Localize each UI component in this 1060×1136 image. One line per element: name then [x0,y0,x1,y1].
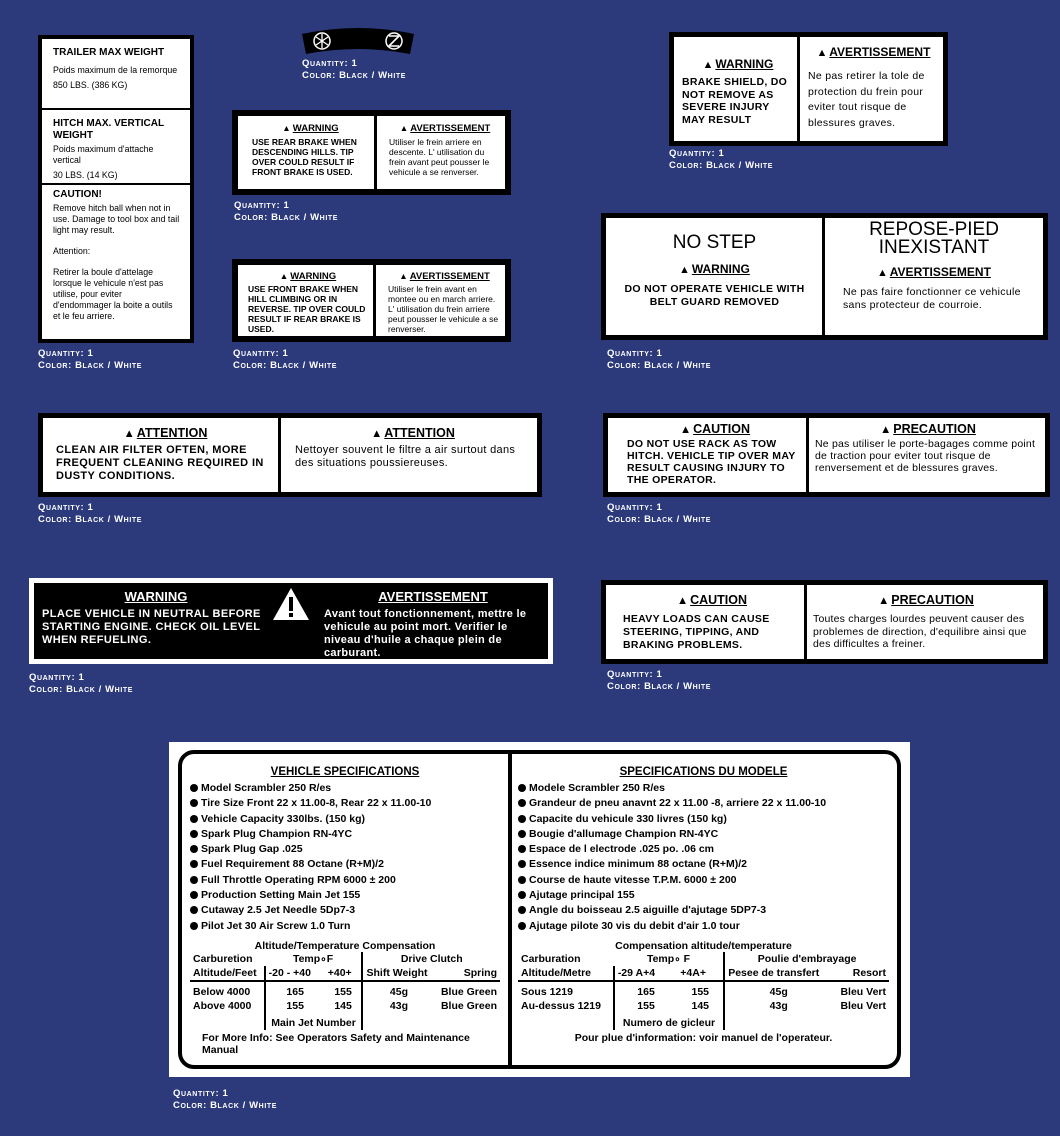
air-filter-text-en: CLEAN AIR FILTER OFTEN, MORE FREQUENT CLEANING REQUIRED IN DUSTY CONDITIONS. [56,444,264,482]
warning-triangle-icon: ▲ [877,267,888,279]
no-step-avertissement-text: Ne pas faire fonctionner ce vehicule sans protecteur de courroie. [843,286,1021,311]
neutral-warning-header: WARNING [124,589,188,604]
spec-item: Tire Size Front 22 x 11.00-8, Rear 22 x 11.00-10 [190,796,500,811]
spec-item: Bougie d'allumage Champion RN-4YC [518,827,889,842]
no-step-avertissement-header: AVERTISSEMENT [889,265,991,279]
neutral-qty: Quantity: 1 Color: Black / White [29,672,134,695]
no-step-warning-text: DO NOT OPERATE VEHICLE WITH BELT GUARD REMOVED [624,283,805,308]
en-compensation-table [190,952,500,1030]
spec-item: Model Scrambler 250 R/es [190,781,500,796]
heavy-loads-qty: Quantity: 1 Color: Black / White [607,669,712,692]
trailer-weight-title: TRAILER MAX WEIGHT [53,47,165,58]
no-step-decal [601,213,1048,340]
spec-item: Ajutage principal 155 [518,888,889,903]
rack-qty: Quantity: 1 Color: Black / White [607,502,712,525]
fr-gicleur-label: Numero de gicleur [622,1016,716,1029]
brake-shield-avertissement-text: Ne pas retirer la tole de protection du frein pour eviter tout risque de blessures graves. [808,70,925,129]
table-row: Above 4000 155 145 43g Blue Green [190,999,500,1013]
trailer-caution-text: Remove hitch ball when not in use. Damage to tool box and tail light may result. [53,203,180,235]
air-filter-attention-header-en: ATTENTION [136,426,208,440]
spec-item: Spark Plug Gap .025 [190,842,500,857]
trailer-weight-decal [38,35,194,343]
logo-decal [300,26,416,58]
en-shift-weight-label: Shift Weight [362,966,434,981]
repose-pied-big-text: REPOSE-PIED INEXISTANT [869,219,999,258]
no-step-big-text: NO STEP [672,232,757,253]
brake-shield-warning-text: BRAKE SHIELD, DO NOT REMOVE AS SEVERE INJURY MAY RESULT [682,76,788,126]
spec-item: Capacite du vehicule 330 livres (150 kg) [518,812,889,827]
spec-item: Fuel Requirement 88 Octane (R+M)/2 [190,857,500,872]
air-filter-decal [38,413,542,497]
warning-triangle-icon: ▲ [880,424,892,436]
neutral-warning-text: PLACE VEHICLE IN NEUTRAL BEFORE STARTING ENGINE. CHECK OIL LEVEL WHEN REFUELING. [42,608,261,646]
neutral-avertissement-header: AVERTISSEMENT [378,589,488,604]
heavy-loads-caution-header: CAUTION [690,593,748,607]
fr-carburation-label: Carburation [521,952,581,965]
fr-pesee-label: Pesee de transfert [724,966,832,981]
fr-more-info: Pour plue d'information: voir manuel de l'operateur. [574,1031,833,1044]
warning-triangle-icon: ▲ [371,428,383,440]
trailer-qty: Quantity: 1 Color: Black / White [38,348,143,371]
spec-item: Full Throttle Operating RPM 6000 ± 200 [190,873,500,888]
warning-triangle-icon: ▲ [282,123,291,133]
neutral-decal [29,578,553,664]
spec-item: Spark Plug Champion RN-4YC [190,827,500,842]
trailer-attention-text: Retirer la boule d'attelage lorsque le vehicule n'est pas utilise, pour eviter d'endommager la boite a outils et le feu arriere. [53,267,173,321]
logo-qty: Quantity: 1 Color: Black / White [302,58,407,81]
fr-poulie-label: Poulie d'embrayage [724,952,889,966]
spec-item: Espace de l electrode .025 po. .06 cm [518,842,889,857]
warning-triangle-icon: ▲ [399,271,408,281]
spec-item: Course de haute vitesse T.P.M. 6000 ± 200 [518,873,889,888]
spec-item: Essence indice minimum 88 octane (R+M)/2 [518,857,889,872]
spec-item: Modele Scrambler 250 R/es [518,781,889,796]
air-filter-attention-header-fr: ATTENTION [384,426,455,440]
specifications-du-modele-title: SPECIFICATIONS DU MODELE [619,766,788,778]
vehicle-specifications-title: VEHICLE SPECIFICATIONS [270,766,420,778]
air-filter-qty: Quantity: 1 Color: Black / White [38,502,143,525]
rack-caution-text: DO NOT USE RACK AS TOW HITCH. VEHICLE TIP OVER MAY RESULT CAUSING INJURY TO THE OPERATOR. [627,438,796,486]
en-carburetion-label: Carburetion [193,952,253,965]
logo-arc-graphic [300,26,416,58]
spec-item: Grandeur de pneu anavnt 22 x 11.00 -8, arriere 22 x 11.00-10 [518,796,889,811]
rear-brake-decal [232,110,511,195]
rack-precaution-header: PRECAUTION [893,422,976,436]
table-row: Sous 1219 165 155 45g Bleu Vert [518,981,889,999]
rear-brake-avertissement-header: AVERTISSEMENT [410,123,491,134]
warning-triangle-icon: ▲ [679,424,692,436]
front-brake-avertissement-header: AVERTISSEMENT [409,271,490,282]
en-spring-label: Spring [463,966,497,979]
spec-item: Pilot Jet 30 Air Screw 1.0 Turn [190,919,500,934]
no-step-warning-header: WARNING [691,262,750,276]
warning-triangle-icon [272,587,310,621]
brake-shield-avertissement-header: AVERTISSEMENT [829,45,931,59]
en-temp-label: Temp∘F [292,952,334,965]
en-spec-list [190,781,500,934]
warning-triangle-icon: ▲ [279,271,289,281]
warning-triangle-icon: ▲ [816,47,828,59]
fr-compensation-table [518,952,889,1030]
rear-brake-qty: Quantity: 1 Color: Black / White [234,200,339,223]
rack-precaution-text: Ne pas utiliser le porte-bagages comme point de traction pour eviter tout risque de renversement et de blessures graves. [815,438,1036,474]
trailer-caution-title: CAUTION! [53,189,102,200]
brake-shield-qty: Quantity: 1 Color: Black / White [669,148,774,171]
fr-resort-label: Resort [852,966,886,979]
en-main-jet-label: Main Jet Number [271,1016,356,1029]
warning-triangle-icon: ▲ [123,428,135,440]
en-drive-clutch-label: Drive Clutch [362,952,500,966]
specifications-qty: Quantity: 1 Color: Black / White [173,1088,278,1111]
en-temp-range: -20 - +40 [268,966,311,979]
specifications-decal [169,742,910,1077]
rear-brake-avertissement-text: Utiliser le frein arriere en descente. L' utilisation du frein avant peut pousser le vehicule a se renverser. [389,137,490,177]
brake-shield-decal [669,32,948,146]
rack-decal [603,413,1050,497]
en-more-info: For More Info: See Operators Safety and Maintenance Manual [202,1031,470,1056]
warning-triangle-icon: ▲ [676,595,689,607]
trailer-attention-title: Attention: [53,246,91,256]
warning-triangle-icon: ▲ [679,264,690,276]
en-compensation-title: Altitude/Temperature Compensation [254,939,436,952]
en-temp-high: +40+ [327,966,352,979]
rear-brake-warning-header: WARNING [292,123,339,134]
fr-compensation-title: Compensation altitude/temperature [615,939,792,952]
fr-spec-list [518,781,889,934]
table-row: Below 4000 165 155 45g Blue Green [190,981,500,999]
spec-item: Production Setting Main Jet 155 [190,888,500,903]
warning-triangle-icon: ▲ [702,59,714,71]
spec-item: Cutaway 2.5 Jet Needle 5Dp7-3 [190,903,500,918]
hitch-weight-value: 30 LBS. (14 KG) [53,170,118,180]
rear-brake-warning-text: USE REAR BRAKE WHEN DESCENDING HILLS. TIP OVER COULD RESULT IF FRONT BRAKE IS USED. [252,137,357,177]
warning-triangle-icon: ▲ [878,595,890,607]
warning-triangle-icon: ▲ [399,123,409,133]
heavy-loads-caution-text: HEAVY LOADS CAN CAUSE STEERING, TIPPING, AND BRAKING PROBLEMS. [623,613,770,651]
front-brake-qty: Quantity: 1 Color: Black / White [233,348,338,371]
front-brake-warning-header: WARNING [290,271,337,282]
no-step-qty: Quantity: 1 Color: Black / White [607,348,712,371]
front-brake-avertissement-text: Utiliser le frein avant en montee ou en march arriere. L' utilisation du frein arriere peut pousser le vehicule a se renverser. [388,284,499,334]
hitch-weight-title: HITCH MAX. VERTICAL WEIGHT [53,118,164,141]
rack-caution-header: CAUTION [693,422,751,436]
spec-item: Angle du boisseau 2.5 aiguille d'ajutage 5DP7-3 [518,903,889,918]
heavy-loads-precaution-text: Toutes charges lourdes peuvent causer des problemes de direction, d'equilibre ainsi que des difficultes a freiner. [813,613,1027,650]
air-filter-text-fr: Nettoyer souvent le filtre a air surtout dans des situations poussiereuses. [295,444,516,469]
trailer-weight-fr: Poids maximum de la remorque [53,65,178,75]
neutral-avertissement-text: Avant tout fonctionnement, mettre le vehicule au point mort. Verifier le niveau d'huile a chaque plein de carburant. [324,608,527,659]
spec-item: Ajutage pilote 30 vis du debit d'air 1.0 tour [518,919,889,934]
heavy-loads-decal [601,580,1048,664]
fr-temp-high: +4A+ [680,966,706,979]
heavy-loads-precaution-header: PRECAUTION [891,593,974,607]
en-altitude-label: Altitude/Feet [190,966,265,981]
front-brake-warning-text: USE FRONT BRAKE WHEN HILL CLIMBING OR IN REVERSE. TIP OVER COULD RESULT IF REAR BRAKE IS USED. [248,284,366,334]
trailer-weight-value: 850 LBS. (386 KG) [53,80,128,90]
fr-temp-label: Temp∘ F [646,952,691,965]
fr-temp-range: -29 A+4 [617,966,656,979]
spec-item: Vehicle Capacity 330lbs. (150 kg) [190,812,500,827]
brake-shield-warning-header: WARNING [715,57,774,71]
hitch-weight-fr: Poids maximum d'attache vertical [53,144,154,165]
fr-altitude-label: Altitude/Metre [518,966,614,981]
table-row: Au-dessus 1219 155 145 43g Bleu Vert [518,999,889,1013]
front-brake-decal [232,259,511,342]
